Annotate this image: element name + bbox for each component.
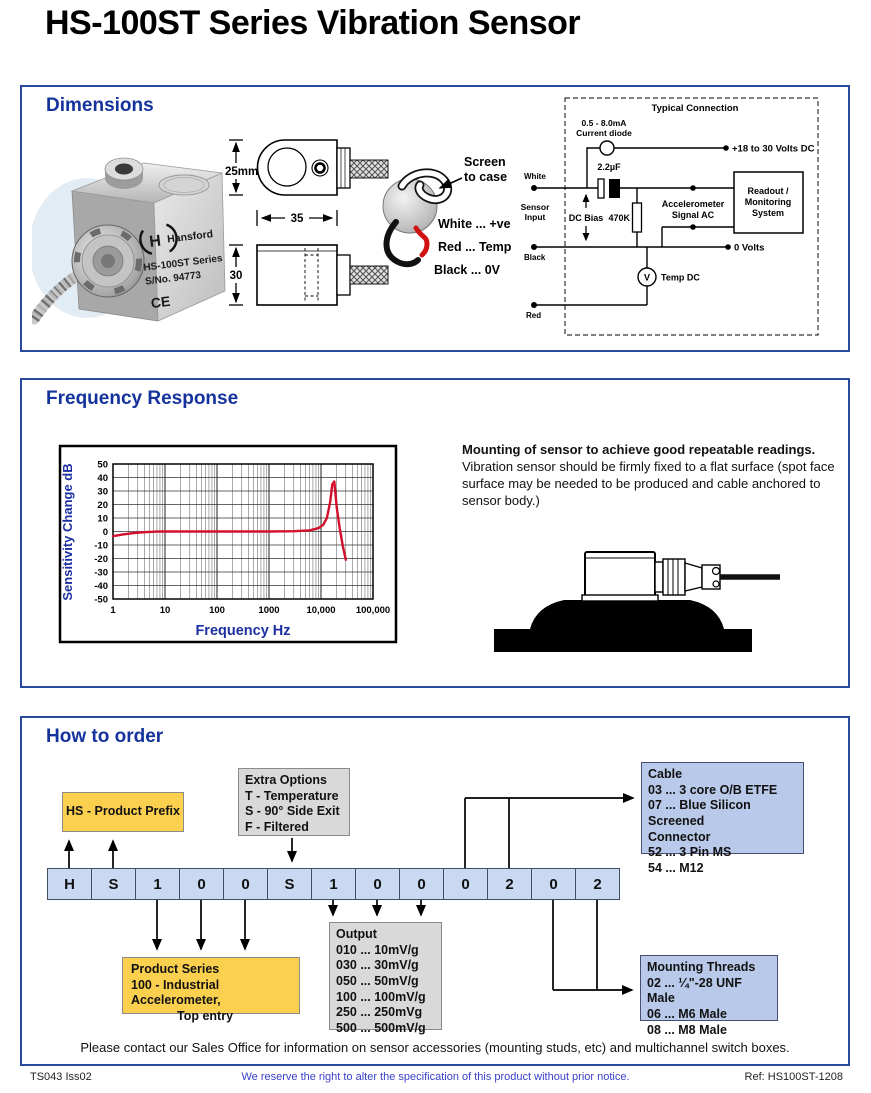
current-diode-symbol: [600, 141, 614, 155]
side-view: [257, 245, 388, 305]
dim-25mm-label: 25mm: [225, 166, 259, 178]
order-code-row: [47, 868, 620, 900]
cable-option-line: 03 ... 3 core O/B ETFE: [648, 782, 778, 797]
output-option-line: 250 ... 250mVg: [336, 1005, 423, 1020]
output-option-line: 050 ... 50mV/g: [336, 973, 419, 988]
red-wire: [416, 228, 427, 255]
brand-logo-letter: H: [148, 232, 162, 251]
output-option-line: 010 ... 10mV/g: [336, 942, 419, 957]
top-view: [257, 140, 388, 195]
product-series-line: 100 - Industrial Accelerometer,: [131, 977, 221, 1008]
how-to-order-section: [20, 716, 850, 1066]
red-wire-label: Red ... Temp: [438, 240, 512, 254]
cable-option-line: Cable: [648, 767, 683, 781]
screen-label-line1: Screen: [464, 155, 506, 169]
cable-option-line: 52 ... 3 Pin MS: [648, 845, 732, 860]
extra-option-line: S - 90° Side Exit: [245, 804, 340, 819]
svg-text:-10: -10: [94, 540, 108, 552]
black-wire-label: Black ... 0V: [434, 263, 501, 277]
readout-label-line1: Readout /: [747, 186, 789, 196]
order-code-cell: 1: [311, 868, 356, 900]
circuit-title: Typical Connection: [651, 103, 739, 114]
order-code-cell: 0: [399, 868, 444, 900]
order-code-cell: 1: [135, 868, 180, 900]
mounting-option-line: 02 ... ¼"-28 UNF Male: [647, 975, 742, 1006]
order-code-cell: 0: [355, 868, 400, 900]
typical-connection-circuit: [520, 96, 848, 346]
capacitor-label: 2.2µF: [597, 162, 621, 172]
mounted-sensor: [582, 552, 720, 601]
svg-text:50: 50: [97, 459, 108, 471]
svg-text:10: 10: [159, 605, 171, 616]
footer-disclaimer: We reserve the right to alter the specification of this product without prior notice.: [241, 1071, 630, 1083]
product-series-line: Top entry: [177, 1008, 234, 1023]
sensor-photo: [32, 133, 227, 333]
page-footer: [0, 1071, 871, 1091]
order-code-cell: 0: [443, 868, 488, 900]
svg-text:1000: 1000: [258, 605, 280, 616]
capacitor-plate-left: [598, 179, 604, 198]
svg-text:-50: -50: [94, 594, 108, 606]
output-option-line: 030 ... 30mV/g: [336, 958, 419, 973]
svg-text:-40: -40: [94, 580, 108, 592]
output-option-line: 100 ... 100mV/g: [336, 989, 426, 1004]
mounting-option-line: 06 ... M6 Male: [647, 1006, 727, 1021]
svg-text:100,000: 100,000: [355, 605, 391, 616]
extra-option-line: T - Temperature: [245, 788, 339, 803]
footer-reference: Ref: HS100ST-1208: [744, 1071, 843, 1083]
svg-text:10,000: 10,000: [306, 605, 336, 616]
dimension-drawing: [225, 130, 400, 330]
cable-option-line: 54 ... M12: [648, 860, 704, 875]
sensor-input-label-line1: Sensor: [520, 202, 550, 212]
output-option-line: 500 ... 500mV/g: [336, 1020, 426, 1035]
sensor-input-label-line2: Input: [524, 212, 546, 222]
mounting-note-title: Mounting of sensor to achieve good repeatable readings.: [462, 442, 816, 457]
mounting-option-line: Mounting Threads: [647, 960, 756, 974]
order-code-cell: H: [47, 868, 92, 900]
black-terminal-label: Black: [524, 253, 546, 262]
accel-signal-label-line1: Accelerometer: [661, 199, 725, 209]
series-label: HS-100ST Series: [142, 253, 224, 274]
order-code-cell: 0: [179, 868, 224, 900]
zero-volts-label: 0 Volts: [734, 242, 765, 254]
sensor-top-disc: [159, 175, 209, 195]
chart-x-axis-label: Frequency Hz: [195, 623, 291, 639]
dim-35-label: 35: [290, 213, 304, 225]
order-heading: How to order: [46, 726, 164, 747]
dimensions-section: [20, 85, 850, 352]
white-wire-label: White ... +ve: [438, 217, 511, 231]
order-code-cell: 2: [575, 868, 620, 900]
extra-option-line: F - Filtered: [245, 819, 309, 834]
svg-text:0: 0: [102, 526, 108, 538]
temp-dc-label: Temp DC: [661, 272, 700, 283]
dim-30-label: 30: [229, 270, 243, 282]
accel-signal-label-line2: Signal AC: [671, 210, 715, 220]
product-prefix-text: HS - Product Prefix: [66, 804, 180, 819]
white-terminal-label: White: [524, 172, 546, 181]
order-code-cell: 0: [531, 868, 576, 900]
diode-name-label: Current diode: [576, 128, 632, 138]
svg-text:30: 30: [97, 486, 108, 498]
svg-text:100: 100: [209, 605, 225, 616]
svg-text:1: 1: [110, 605, 116, 616]
extra-options-box: [238, 768, 350, 836]
svg-text:-30: -30: [94, 567, 108, 579]
output-options-box: [329, 922, 442, 1035]
svg-text:40: 40: [97, 472, 108, 484]
svg-text:20: 20: [97, 499, 108, 511]
cable-option-line: 07 ... Blue Silicon Screened: [648, 798, 751, 828]
frequency-response-chart: [58, 444, 398, 644]
order-code-cell: S: [267, 868, 312, 900]
product-series-line: Product Series: [131, 962, 220, 976]
sensor-cap-screw: [105, 158, 143, 189]
mounting-threads-box: [640, 955, 778, 1037]
readout-label-line2: Monitoring: [744, 197, 792, 207]
svg-text:10: 10: [97, 513, 108, 525]
resistor-symbol: [633, 203, 642, 232]
mount-base: [494, 629, 752, 652]
extra-option-line: Extra Options: [245, 773, 327, 787]
diode-rating-label: 0.5 - 8.0mA: [581, 118, 627, 128]
mounting-option-line: 08 ... M8 Male: [647, 1022, 727, 1037]
mounting-note: [462, 442, 858, 510]
screen-label-line2: to case: [464, 170, 508, 184]
cable-option-line: Connector: [648, 829, 711, 844]
frequency-response-section: [20, 378, 850, 688]
mounting-note-text: Vibration sensor should be firmly fixed to a flat surface (spot face surface may be needed to be produced and cable anchored to sensor body.): [462, 458, 835, 508]
product-series-box: [122, 957, 300, 1023]
svg-text:-20: -20: [94, 553, 108, 565]
capacitor-plate-right: [609, 179, 620, 198]
order-code-cell: 0: [223, 868, 268, 900]
voltmeter-letter: V: [643, 272, 651, 283]
resistor-label: 470K: [608, 213, 630, 223]
order-code-cell: S: [91, 868, 136, 900]
output-option-line: Output: [336, 927, 377, 941]
brand-name: Hansford: [166, 228, 214, 246]
sales-contact-note: Please contact our Sales Office for information on sensor accessories (mounting studs, etc) and multichannel switch boxes.: [80, 1040, 790, 1055]
red-terminal-label: Red: [526, 311, 542, 320]
sensor-connector-flange: [72, 225, 144, 297]
serial-number: S/No. 94773: [144, 269, 202, 288]
chart-y-axis-label: Sensitivity Change dB: [60, 463, 75, 601]
footer-doc-number: TS043 Iss02: [30, 1071, 92, 1083]
frequency-heading: Frequency Response: [46, 388, 239, 409]
mount-mound: [530, 600, 724, 629]
readout-label-line3: System: [751, 208, 785, 218]
dimensions-heading: Dimensions: [46, 95, 154, 116]
dc-bias-label: DC Bias: [568, 213, 604, 223]
ce-mark: CE: [149, 292, 172, 312]
cable-connector-box: [641, 762, 804, 875]
mounting-illustration: [492, 544, 782, 664]
page-title: HS-100ST Series Vibration Sensor: [45, 4, 581, 42]
supply-label: +18 to 30 Volts DC: [732, 143, 815, 155]
order-code-cell: 2: [487, 868, 532, 900]
product-prefix-box: [62, 792, 184, 832]
